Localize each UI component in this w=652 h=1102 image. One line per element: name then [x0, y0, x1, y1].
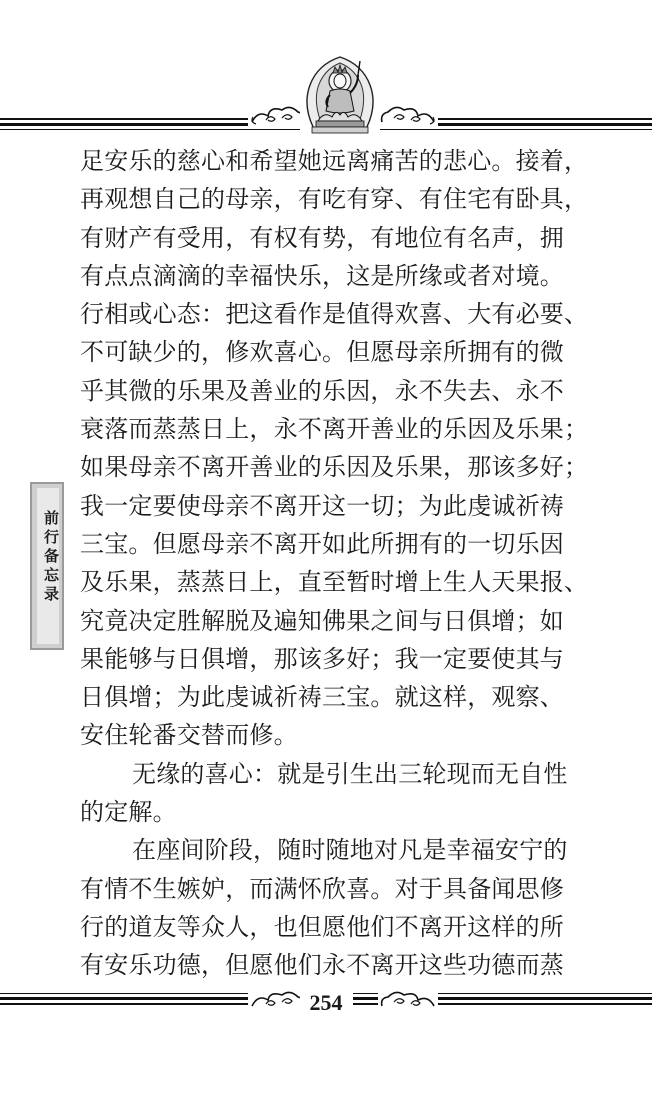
- text-line: 三宝。但愿母亲不离开如此所拥有的一切乐因: [80, 529, 564, 558]
- page-number: 254: [300, 990, 353, 1015]
- text-line: 乎其微的乐果及善业的乐因，永不失去、永不: [80, 376, 564, 405]
- text-line: 行相或心态：把这看作是值得欢喜、大有必要、: [80, 300, 589, 329]
- text-line: 有安乐功德，但愿他们永不离开这些功德而蒸: [80, 951, 564, 980]
- text-line: 究竟决定胜解脱及遍知佛果之间与日俱增；如: [80, 606, 564, 635]
- right-cloud-icon: [378, 102, 438, 128]
- text-line: 如果母亲不离开善业的乐因及乐果，那该多好；: [80, 453, 589, 482]
- text-line: 及乐果，蒸蒸日上，直至暂时增上生人天果报、: [80, 568, 589, 597]
- text-line: 有情不生嫉妒，而满怀欣喜。对于具备闻思修: [80, 874, 564, 903]
- text-line: 有财产有受用，有权有势，有地位有名声，拥: [80, 223, 564, 252]
- body-text: [80, 142, 620, 985]
- side-chapter-tab: [30, 482, 64, 650]
- paragraph-start-line: 在座间阶段，随时随地对凡是幸福安宁的: [132, 836, 568, 865]
- text-line: 不可缺少的，修欢喜心。但愿母亲所拥有的微: [80, 338, 564, 367]
- text-line: 果能够与日俱增，那该多好；我一定要使其与: [80, 644, 564, 673]
- side-tab-label: 前行备忘录: [42, 510, 60, 605]
- buddha-figure-icon: [300, 55, 380, 137]
- paragraph-start-line: 无缘的喜心：就是引生出三轮现而无自性: [132, 759, 568, 788]
- text-line: 我一定要使母亲不离开这一切；为此虔诚祈祷: [80, 491, 564, 520]
- page-number-container: [0, 990, 652, 1016]
- text-line: 衰落而蒸蒸日上，永不离开善业的乐因及乐果；: [80, 415, 589, 444]
- text-line: 安住轮番交替而修。: [80, 721, 298, 750]
- text-line: 有点点滴滴的幸福快乐，这是所缘或者对境。: [80, 261, 564, 290]
- text-line: 再观想自己的母亲，有吃有穿、有住宅有卧具，: [80, 185, 589, 214]
- text-line: 的定解。: [80, 798, 177, 827]
- left-cloud-icon: [248, 102, 308, 128]
- text-line: 行的道友等众人，也但愿他们不离开这样的所: [80, 912, 564, 941]
- text-line: 足安乐的慈心和希望她远离痛苦的悲心。接着，: [80, 147, 589, 175]
- text-line: 日俱增；为此虔诚祈祷三宝。就这样，观察、: [80, 683, 564, 712]
